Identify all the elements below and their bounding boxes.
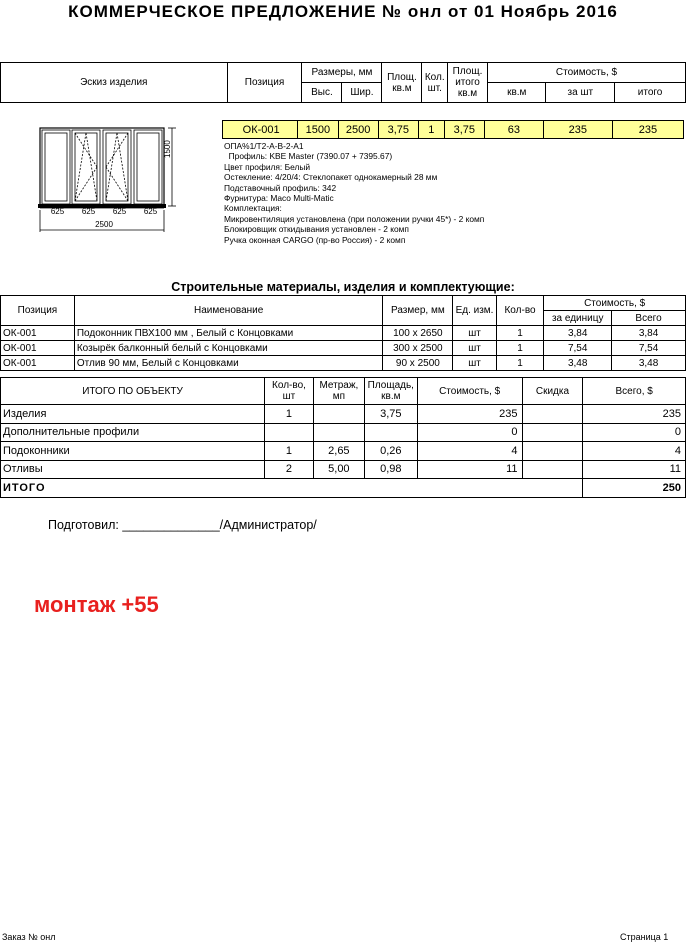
mat-cell: 1 xyxy=(496,326,544,341)
sketch-width-3: 625 xyxy=(112,207,127,216)
mat-cell: Козырёк балконный белый с Концовками xyxy=(74,341,383,356)
tot-cell: 235 xyxy=(417,405,522,424)
tot-cell: 11 xyxy=(417,460,522,479)
tot-cell: Дополнительные профили xyxy=(1,423,265,442)
sketch-total-width: 2500 xyxy=(95,220,113,229)
mat-cell: Отлив 90 мм, Белый с Концовками xyxy=(74,356,383,371)
mat-cell: ОК-001 xyxy=(1,356,75,371)
desc-line: Блокировщик откидывания установлен - 2 комп xyxy=(224,224,409,235)
document-title: КОММЕРЧЕСКОЕ ПРЕДЛОЖЕНИЕ № онл от 01 Ноябрь 2016 xyxy=(68,2,618,21)
tot-cell xyxy=(313,423,364,442)
mat-header-size: Размер, мм xyxy=(383,296,453,326)
table-row xyxy=(1,326,686,341)
tot-cell: 0,26 xyxy=(364,442,417,461)
header-cost: Стоимость, $ xyxy=(488,63,686,83)
mat-header-per-unit: за единицу xyxy=(544,311,612,326)
product-header-table xyxy=(0,62,686,103)
product-per-sqm: 63 xyxy=(484,121,543,139)
product-row xyxy=(222,120,684,139)
mat-header-qty: Кол-во xyxy=(496,296,544,326)
tot-cell: 0 xyxy=(417,423,522,442)
tot-cell: 5,00 xyxy=(313,460,364,479)
tot-header-total: Всего, $ xyxy=(583,378,686,405)
header-area: Площ. кв.м xyxy=(382,63,422,103)
tot-cell: 4 xyxy=(417,442,522,461)
mat-cell: ОК-001 xyxy=(1,326,75,341)
header-height: Выс. xyxy=(302,83,342,103)
product-position: ОК-001 xyxy=(223,121,298,139)
product-qty: 1 xyxy=(418,121,444,139)
sketch-width-2: 625 xyxy=(81,207,96,216)
mat-cell: 7,54 xyxy=(612,341,686,356)
grand-total-row xyxy=(1,479,686,498)
header-width: Шир. xyxy=(342,83,382,103)
footer-order: Заказ № онл xyxy=(2,932,56,942)
tot-cell: 11 xyxy=(583,460,686,479)
header-total: итого xyxy=(615,83,686,103)
sketch-height-dim: 1500 xyxy=(163,140,172,158)
mat-cell: ОК-001 xyxy=(1,341,75,356)
tot-cell xyxy=(522,405,583,424)
tot-cell: 3,75 xyxy=(364,405,417,424)
tot-cell xyxy=(522,442,583,461)
desc-line: Подставочный профиль: 342 xyxy=(224,182,337,193)
tot-cell: 0,98 xyxy=(364,460,417,479)
totals-table xyxy=(0,377,686,498)
header-sizes: Размеры, мм xyxy=(302,63,382,83)
table-row xyxy=(1,460,686,479)
tot-header-qty: Кол-во, шт xyxy=(265,378,314,405)
header-per-pc: за шт xyxy=(546,83,615,103)
desc-line: Профиль: KBE Master (7390.07 + 7395.67) xyxy=(224,151,393,162)
tot-cell: 235 xyxy=(583,405,686,424)
product-area: 3,75 xyxy=(378,121,418,139)
mat-cell: 3,84 xyxy=(612,326,686,341)
tot-header-area: Площадь, кв.м xyxy=(364,378,417,405)
tot-cell xyxy=(313,405,364,424)
desc-line: Ручка оконная CARGO (пр-во Россия) - 2 комп xyxy=(224,234,406,245)
mat-cell: 3,48 xyxy=(544,356,612,371)
table-row xyxy=(1,442,686,461)
tot-cell: Подоконники xyxy=(1,442,265,461)
tot-cell: 1 xyxy=(265,442,314,461)
mat-cell: 7,54 xyxy=(544,341,612,356)
mat-cell: 1 xyxy=(496,341,544,356)
mat-header-unit: Ед. изм. xyxy=(453,296,497,326)
grand-total-value: 250 xyxy=(583,479,686,498)
desc-line: Остекление: 4/20/4: Стеклопакет однокамерный 28 мм xyxy=(224,172,438,183)
tot-cell xyxy=(522,460,583,479)
product-description xyxy=(224,141,484,245)
product-height: 1500 xyxy=(298,121,338,139)
tot-header-cost: Стоимость, $ xyxy=(417,378,522,405)
mat-cell: 3,48 xyxy=(612,356,686,371)
tot-cell: Отливы xyxy=(1,460,265,479)
tot-cell: Изделия xyxy=(1,405,265,424)
tot-header-length: Метраж, мп xyxy=(313,378,364,405)
tot-cell xyxy=(522,423,583,442)
mat-cell: 300 x 2500 xyxy=(383,341,453,356)
mat-cell: 1 xyxy=(496,356,544,371)
mat-cell: 100 x 2650 xyxy=(383,326,453,341)
table-row xyxy=(1,356,686,371)
product-total: 235 xyxy=(612,121,683,139)
header-area-total: Площ. итого кв.м xyxy=(448,63,488,103)
tot-cell: 1 xyxy=(265,405,314,424)
mat-header-name: Наименование xyxy=(74,296,383,326)
mat-header-position: Позиция xyxy=(1,296,75,326)
signature-line: Подготовил: ______________/Администратор/ xyxy=(48,518,317,532)
table-row xyxy=(1,423,686,442)
montage-note: монтаж +55 xyxy=(34,592,159,617)
desc-line: Цвет профиля: Белый xyxy=(224,161,311,172)
mat-cell: шт xyxy=(453,341,497,356)
tot-header-label: ИТОГО ПО ОБЪЕКТУ xyxy=(1,378,265,405)
tot-header-discount: Скидка xyxy=(522,378,583,405)
materials-section-title: Строительные материалы, изделия и комплектующие: xyxy=(171,280,515,294)
footer-page: Страница 1 xyxy=(620,932,669,942)
mat-header-total: Всего xyxy=(612,311,686,326)
grand-total-label: ИТОГО xyxy=(1,479,583,498)
desc-line: ОПА%1/Т2-А-В-2-А1 xyxy=(224,141,304,151)
table-row xyxy=(1,341,686,356)
tot-cell xyxy=(265,423,314,442)
sketch-width-4: 625 xyxy=(143,207,158,216)
desc-line: Микровентиляция установлена (при положении ручки 45*) - 2 комп xyxy=(224,213,485,224)
product-per-pc: 235 xyxy=(543,121,612,139)
mat-cell: Подоконник ПВХ100 мм , Белый с Концовками xyxy=(74,326,383,341)
header-position: Позиция xyxy=(227,63,302,103)
header-per-sqm: кв.м xyxy=(488,83,546,103)
mat-cell: шт xyxy=(453,356,497,371)
mat-cell: шт xyxy=(453,326,497,341)
tot-cell xyxy=(364,423,417,442)
desc-line: Фурнитура: Maco Multi-Matic xyxy=(224,193,334,204)
tot-cell: 2 xyxy=(265,460,314,479)
product-width: 2500 xyxy=(338,121,378,139)
tot-cell: 4 xyxy=(583,442,686,461)
header-qty: Кол. шт. xyxy=(422,63,448,103)
mat-cell: 90 x 2500 xyxy=(383,356,453,371)
tot-cell: 2,65 xyxy=(313,442,364,461)
mat-header-cost: Стоимость, $ xyxy=(544,296,686,311)
header-sketch: Эскиз изделия xyxy=(1,63,228,103)
sketch-width-1: 625 xyxy=(50,207,65,216)
table-row xyxy=(1,405,686,424)
sketch-width-dims xyxy=(42,207,166,216)
tot-cell: 0 xyxy=(583,423,686,442)
desc-line: Комплектация: xyxy=(224,203,282,214)
product-area-total: 3,75 xyxy=(444,121,484,139)
materials-table xyxy=(0,295,686,371)
mat-cell: 3,84 xyxy=(544,326,612,341)
